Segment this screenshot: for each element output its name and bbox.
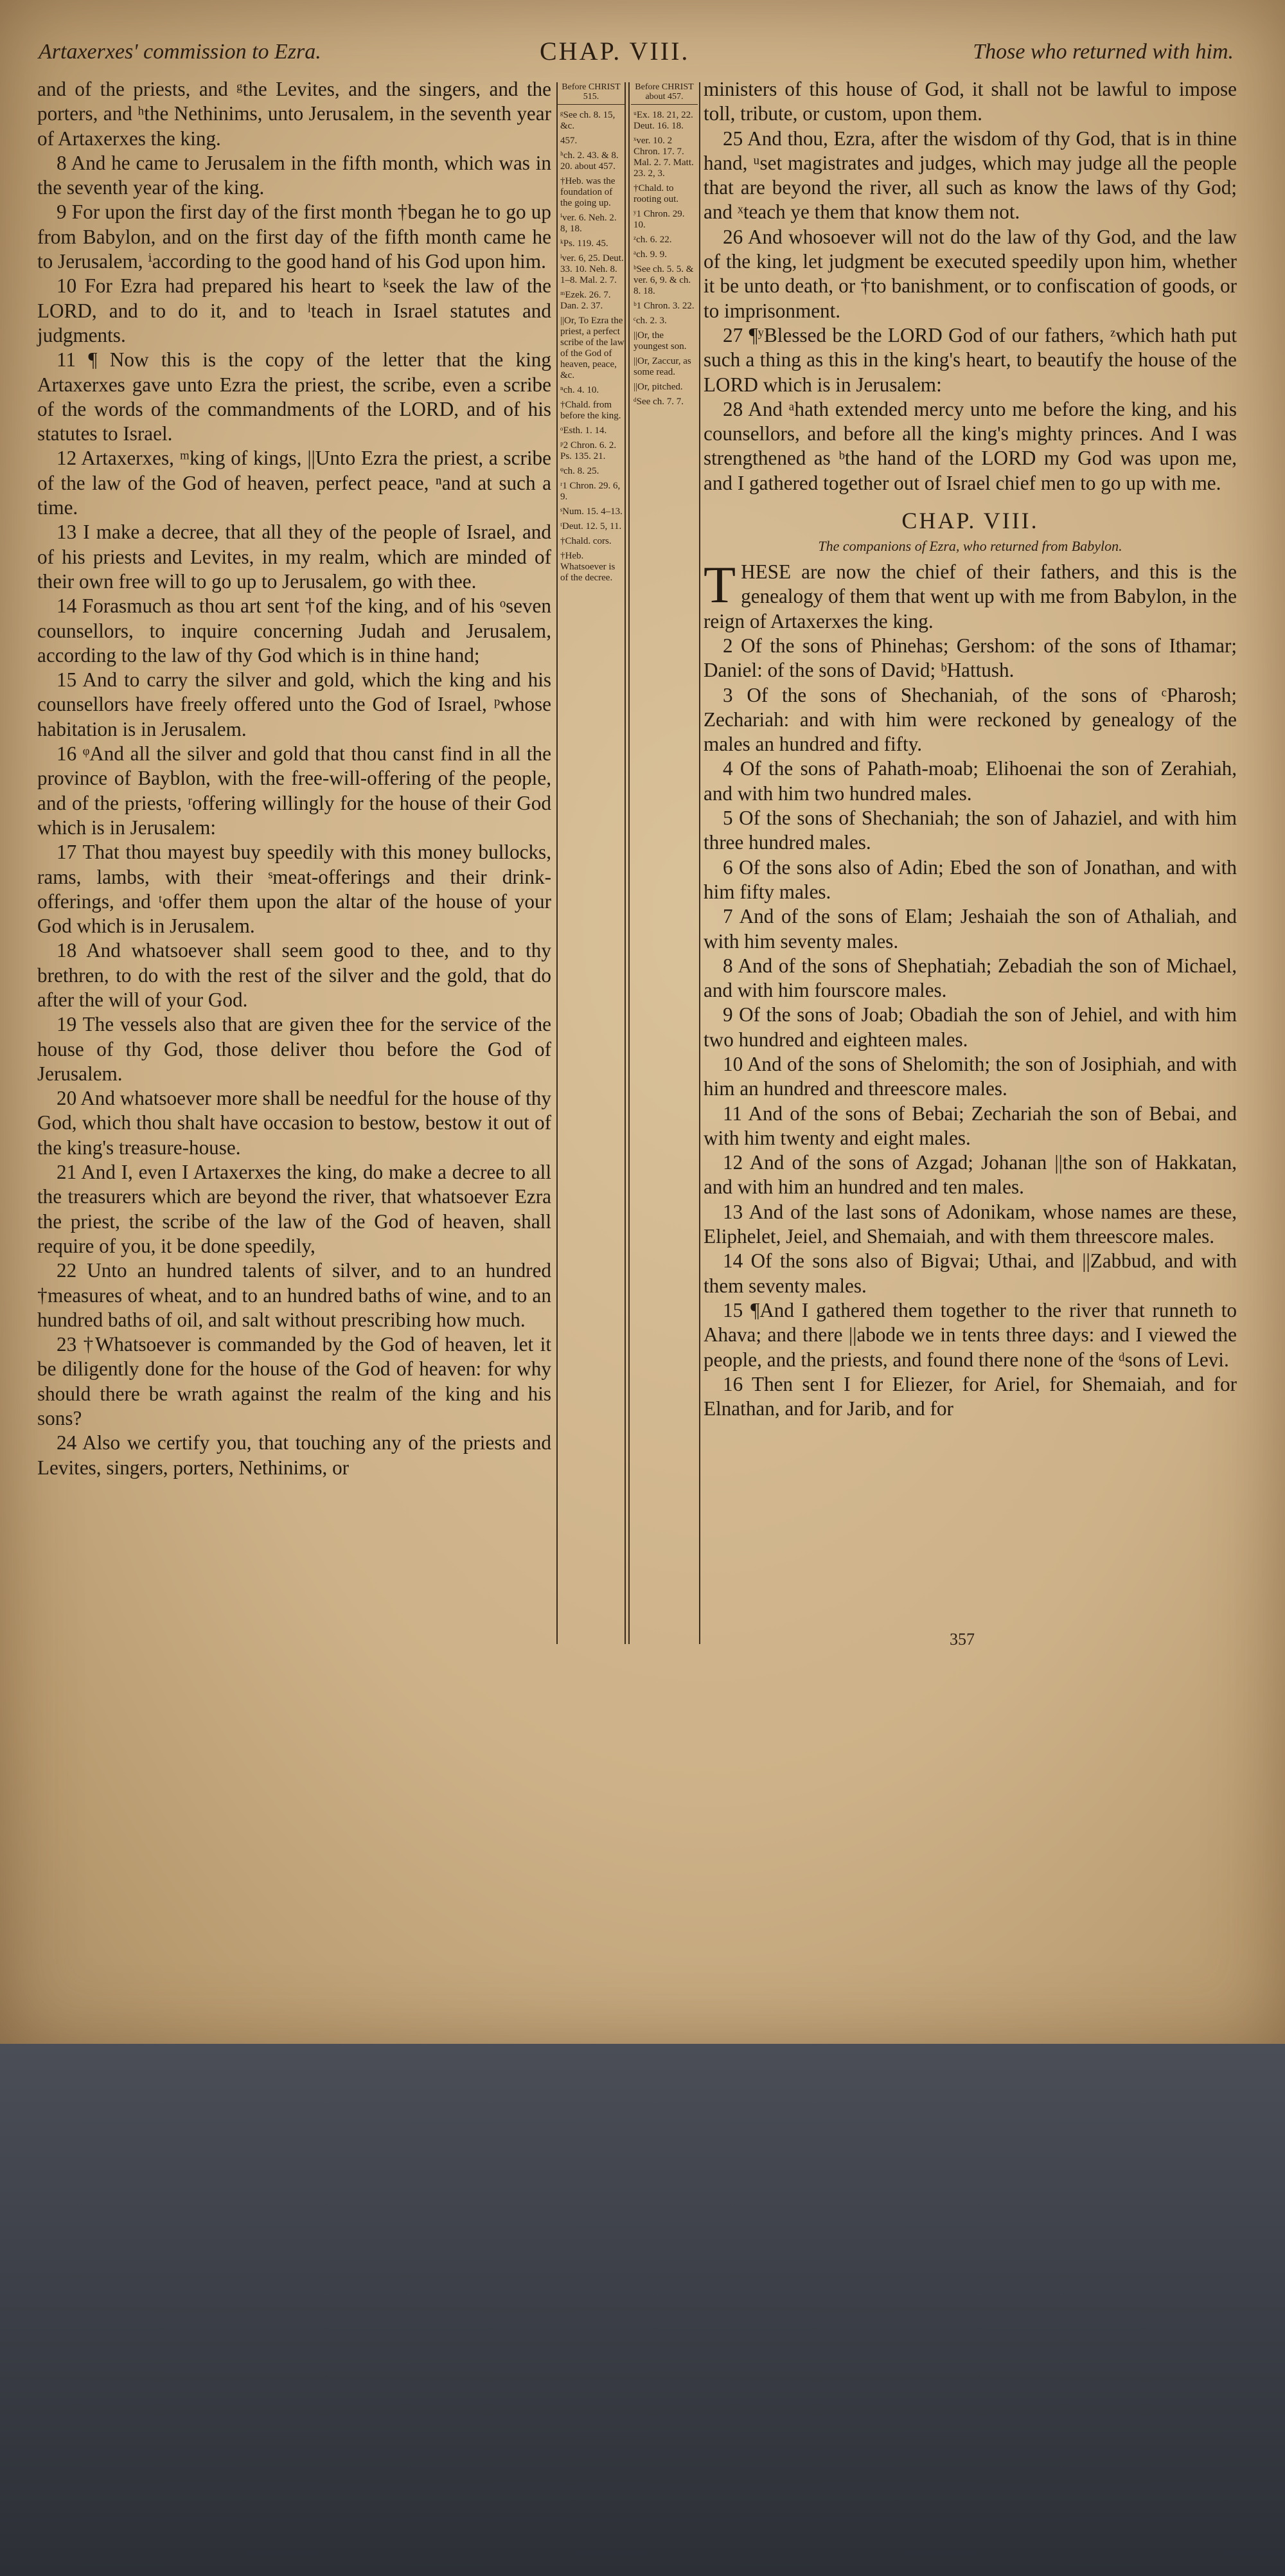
margin-note: ||Or, To Ezra the priest, a perfect scribe of the law of the God of heaven, peace, &c. (560, 316, 625, 380)
margin-note: ˡver. 6, 25. Deut. 33. 10. Neh. 8. 1–8. Mal. 2. 7. (560, 253, 624, 285)
verse: ministers of this house of God, it shall not be lawful to impose toll, tribute, or custom, upon them. (704, 78, 1237, 125)
verse: 28 And ᵃhath extended mercy unto me before the king, and his counsellors, and before all the king's mighty princes. And I was strengthened as ᵇthe hand of the LORD my God was upon me, and I gathered together out of Israel chief men to go up with me. (704, 397, 1237, 494)
chapter-first-verse (704, 555, 1237, 634)
verse: 11 ¶ Now this is the copy of the letter that the king Artaxerxes gave unto Ezra the priest, the scribe, even a scribe of the words of the commandments of the LORD, and of his statutes to Israel. (37, 348, 551, 445)
verse: 10 And of the sons of Shelomith; the son of Josiphiah, and with him an hundred and threescore males. (704, 1052, 1237, 1100)
margin-note: 457. (560, 136, 578, 146)
verse: 2 Of the sons of Phinehas; Gershom: of the sons of Ithamar; Daniel: of the sons of David; ᵇHattush. (704, 634, 1237, 682)
margin-note: ᵖ2 Chron. 6. 2. Ps. 135. 21. (560, 440, 617, 461)
column-rule (628, 82, 630, 1644)
verse: 13 And of the last sons of Adonikam, whose names are these, Eliphelet, Jeiel, and Shemaiah, and with them threescore males. (704, 1200, 1237, 1248)
verse: 10 For Ezra had prepared his heart to ᵏseek the law of the LORD, and to do it, and to ˡteach in Israel statutes and judgments. (37, 274, 551, 346)
margin-note: †Chald. to rooting out. (634, 183, 678, 204)
margin-note: ᶻch. 6. 22. (634, 235, 672, 245)
header-right: Those who returned with him. (973, 40, 1234, 64)
margin-note: ᵏPs. 119. 45. (560, 238, 608, 249)
margin-notes-left (558, 82, 625, 1638)
verse: 25 And thou, Ezra, after the wisdom of thy God, that is in thine hand, ᵘset magistrates and judges, which may judge all the people that are beyond the river, all such as know the laws of thy God; and ˣteach ye them that know them not. (704, 127, 1237, 224)
margin-note: ˢNum. 15. 4–13. (560, 506, 623, 517)
drop-cap: T (704, 555, 736, 614)
verse: 18 And whatsoever shall seem good to thee, and to thy brethren, to do with the rest of the silver and the gold, that do after the will of your God. (37, 939, 551, 1011)
verse: 13 I make a decree, that all they of the people of Israel, and of his priests and Levites, in my realm, which are minded of their own free will to go up to Jerusalem, go with thee. (37, 521, 551, 593)
header-chapter: CHAP. VIII. (540, 37, 690, 66)
column-rule (699, 82, 700, 1644)
left-text-column (37, 77, 551, 1480)
verse: 12 And of the sons of Azgad; Johanan ||the son of Hakkatan, and with him an hundred and ten males. (704, 1151, 1237, 1199)
header-left: Artaxerxes' commission to Ezra. (39, 40, 321, 64)
verse: 11 And of the sons of Bebai; Zechariah the son of Bebai, and with him twenty and eight males. (704, 1102, 1237, 1149)
verse: 15 ¶And I gathered them together to the river that runneth to Ahava; and there ||abode we in tents three days: and I viewed the people, and the priests, and found there none of the ᵈsons of Levi. (704, 1298, 1237, 1371)
verse: 15 And to carry the silver and gold, which the king and his counsellors have freely offered unto the God of Israel, ᵖwhose habitation is in Jerusalem. (37, 668, 551, 740)
margin-note: ᵈSee ch. 7. 7. (634, 397, 684, 407)
before-christ-label: Before CHRIST about 457. (631, 82, 698, 105)
margin-note: †Chald. cors. (560, 536, 612, 546)
margin-notes-right (631, 82, 698, 1638)
margin-note: ||Or, Zaccur, as some read. (634, 356, 691, 377)
margin-note: ᵃch. 9. 9. (634, 249, 668, 260)
margin-note: ||Or, the youngest son. (634, 330, 687, 352)
margin-note: †Heb. was the foundation of the going up. (560, 176, 616, 208)
verse: 5 Of the sons of Shechaniah; the son of Jahaziel, and with him three hundred males. (704, 807, 1237, 854)
verse: 7 And of the sons of Elam; Jeshaiah the son of Athaliah, and with him seventy males. (704, 905, 1237, 953)
verse: 23 †Whatsoever is commanded by the God of heaven, let it be diligently done for the house of the God of heaven: for why should there be wrath against the realm of the king and his sons? (37, 1333, 551, 1430)
margin-note: ᵇSee ch. 5. 5. & ver. 6, 9. & ch. 8. 18. (634, 264, 694, 296)
margin-note: ᵗDeut. 12. 5, 11. (560, 521, 622, 532)
margin-note: ᶜch. 2. 3. (634, 316, 667, 326)
margin-note: ᵇ1 Chron. 3. 22. (634, 301, 695, 311)
margin-note: ᵒEsth. 1. 14. (560, 425, 607, 436)
margin-note: ⁿch. 4. 10. (560, 385, 599, 395)
right-text-column (704, 77, 1237, 1421)
verse: 3 Of the sons of Shechaniah, of the sons of ᶜPharosh; Zechariah: and with him were reckoned by genealogy of the males an hundred and fifty. (704, 683, 1237, 756)
verse: 8 And of the sons of Shephatiah; Zebadiah the son of Michael, and with him fourscore males. (704, 954, 1237, 1002)
first-verse-text: HESE are now the chief of their fathers, and this is the genealogy of them that went up with me from Babylon, in the reign of Artaxerxes the king. (704, 560, 1237, 632)
verse: 22 Unto an hundred talents of silver, and to an hundred †measures of wheat, and to an hundred baths of wine, and to an hundred baths of oil, and salt without prescribing how much. (37, 1259, 551, 1331)
verse: and of the priests, and ᵍthe Levites, and the singers, and the porters, and ʰthe Nethinims, unto Jerusalem, in the seventh year of Artaxerxes the king. (37, 78, 551, 150)
chapter-summary: The companions of Ezra, who returned from Babylon. (818, 538, 1122, 555)
column-rule (625, 82, 626, 1644)
verse: 12 Artaxerxes, ᵐking of kings, ||Unto Ezra the priest, a scribe of the law of the God of heaven, perfect peace, ⁿand at such a time. (37, 447, 551, 519)
margin-note: ᵍSee ch. 8. 15, &c. (560, 110, 616, 131)
running-header (39, 37, 1234, 78)
chapter-heading: CHAP. VIII. (901, 508, 1039, 534)
verse: 14 Of the sons also of Bigvai; Uthai, and ||Zabbud, and with them seventy males. (704, 1249, 1237, 1297)
margin-note: ʳ1 Chron. 29. 6, 9. (560, 481, 621, 502)
margin-note: ᵠch. 8. 25. (560, 466, 599, 476)
verse: 9 For upon the first day of the first month †began he to go up from Babylon, and on the first day of the fifth month came he to Jerusalem, ⁱaccording to the good hand of his God upon him. (37, 201, 551, 273)
verse: 8 And he came to Jerusalem in the fifth month, which was in the seventh year of the king. (37, 151, 551, 199)
margin-note: ᵐEzek. 26. 7. Dan. 2. 37. (560, 290, 611, 311)
verse: 16 Then sent I for Eliezer, for Ariel, for Shemaiah, and for Elnathan, and for Jarib, and for (704, 1372, 1237, 1420)
margin-note: †Heb. Whatsoever is of the decree. (560, 551, 616, 583)
verse: 9 Of the sons of Joab; Obadiah the son of Jehiel, and with him two hundred and eighteen males. (704, 1003, 1237, 1051)
page-number: 357 (950, 1630, 975, 1649)
verse: 24 Also we certify you, that touching any of the priests and Levites, singers, porters, Nethinims, or (37, 1431, 551, 1479)
margin-note: ᵘEx. 18. 21, 22. Deut. 16. 18. (634, 110, 693, 131)
verse: 16 ᵠAnd all the silver and gold that thou canst find in all the province of Bayblon, with the free-will-offering of the people, and of the priests, ʳoffering willingly for the house of their God which is in Jerusalem: (37, 742, 551, 839)
margin-note: ⁱver. 6. Neh. 2. 8, 18. (560, 213, 617, 234)
verse: 19 The vessels also that are given thee for the service of the house of thy God, those deliver thou before the God of Jerusalem. (37, 1013, 551, 1085)
verse: 27 ¶ʸBlessed be the LORD God of our fathers, ᶻwhich hath put such a thing as this in the king's heart, to beautify the house of the LORD which is in Jerusalem: (704, 323, 1237, 396)
margin-note: ʰch. 2. 43. & 8. 20. about 457. (560, 150, 619, 172)
desk-surface (0, 2044, 1285, 2576)
verse: 14 Forasmuch as thou art sent †of the king, and of his ᵒseven counsellors, to inquire concerning Judah and Jerusalem, according to the law of thy God which is in thine hand; (37, 595, 551, 666)
verse: 6 Of the sons also of Adin; Ebed the son of Jonathan, and with him fifty males. (704, 855, 1237, 903)
before-christ-label: Before CHRIST 515. (558, 82, 625, 105)
verse: 20 And whatsoever more shall be needful for the house of thy God, which thou shalt have occasion to bestow, bestow it out of the king's treasure-house. (37, 1087, 551, 1159)
margin-note: ||Or, pitched. (634, 382, 683, 392)
verse: 17 That thou mayest buy speedily with this money bullocks, rams, lambs, with their ˢmeat-offerings and their drink-offerings, and ᵗoffer them upon the altar of the house of your God which is in Jerusalem. (37, 841, 551, 938)
margin-note: †Chald. from before the king. (560, 400, 621, 421)
verse: 26 And whosoever will not do the law of thy God, and the law of the king, let judgment be executed speedily upon him, whether it be unto death, or †to banishment, or to confiscation of goods, or to imprisonment. (704, 225, 1237, 322)
margin-note: ˣver. 10. 2 Chron. 17. 7. Mal. 2. 7. Matt. 23. 2, 3. (634, 136, 694, 179)
verse: 21 And I, even I Artaxerxes the king, do make a decree to all the treasurers which are beyond the river, that whatsoever Ezra the priest, the scribe of the law of the God of heaven, shall require of you, it be done speedily, (37, 1161, 551, 1257)
margin-note: ʸ1 Chron. 29. 10. (634, 209, 685, 230)
verse: 4 Of the sons of Pahath-moab; Elihoenai the son of Zerahiah, and with him two hundred males. (704, 757, 1237, 805)
